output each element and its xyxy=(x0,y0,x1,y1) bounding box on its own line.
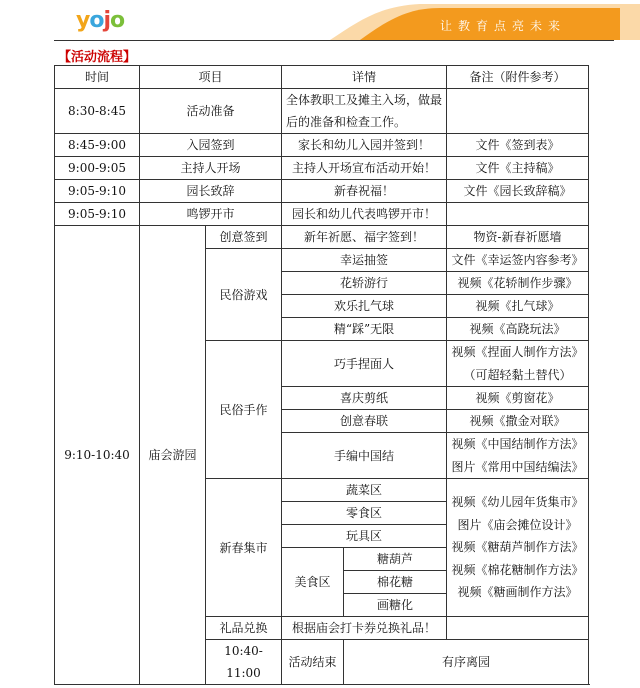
item-cell: 主持人开场 xyxy=(140,157,282,180)
fair-time-cell: 9:10-10:40 xyxy=(55,226,140,685)
checkin-name: 创意签到 xyxy=(206,226,282,249)
detail-cell: 主持人开场宣布活动开始！ xyxy=(282,157,447,180)
yojo-logo: yojo xyxy=(76,8,125,33)
fair-item-cell: 庙会游园 xyxy=(140,226,206,685)
header-row xyxy=(55,66,589,89)
table-row xyxy=(55,226,589,249)
note-line: 视频《糖葫芦制作方法》 xyxy=(451,540,584,555)
item-cell: 园长致辞 xyxy=(140,180,282,203)
market-zone: 零食区 xyxy=(282,502,447,525)
note-line: 视频《幼儿园年货集市》 xyxy=(451,495,584,510)
note-line: 视频《糖画制作方法》 xyxy=(457,585,578,600)
note-line: 视频《捏面人制作方法》 xyxy=(451,345,584,359)
note-cell: 视频《扎气球》 xyxy=(447,295,589,318)
note-cell: 视频《花轿制作步骤》 xyxy=(447,272,589,295)
note-line: 视频《棉花糖制作方法》 xyxy=(451,562,584,577)
food-item: 棉花糖 xyxy=(344,571,447,594)
closing-item: 活动结束 xyxy=(282,640,344,685)
note-cell: 文件《签到表》 xyxy=(447,134,589,157)
note-cell xyxy=(447,203,589,226)
folk-crafts-name: 民俗手作 xyxy=(206,341,282,479)
note-line: 视频《中国结制作方法》 xyxy=(451,437,584,451)
prize-name: 礼品兑换 xyxy=(206,617,282,640)
header-item: 项目 xyxy=(140,66,282,89)
table-row xyxy=(55,203,589,226)
header-rule xyxy=(54,40,614,41)
note-line: 图片《庙会摊位设计》 xyxy=(457,517,578,532)
market-notes xyxy=(447,479,589,617)
market-zone: 玩具区 xyxy=(282,525,447,548)
detail-cell: 创意春联 xyxy=(282,410,447,433)
note-line: （可超轻黏土替代） xyxy=(463,367,572,382)
checkin-detail: 新年祈愿、福字签到！ xyxy=(282,226,447,249)
detail-cell: 巧手捏面人 xyxy=(282,341,447,387)
detail-cell: 欢乐扎气球 xyxy=(282,295,447,318)
prize-note xyxy=(447,617,589,640)
note-cell xyxy=(447,89,589,134)
prize-detail: 根据庙会打卡券兑换礼品！ xyxy=(282,617,447,640)
time-cell: 9:05-9:10 xyxy=(55,180,140,203)
food-item: 糖葫芦 xyxy=(344,548,447,571)
folk-games-name: 民俗游戏 xyxy=(206,249,282,341)
detail-cell: 精“踩”无限 xyxy=(282,318,447,341)
section-title: 【活动流程】 xyxy=(58,50,137,65)
note-cell: 视频《撒金对联》 xyxy=(447,410,589,433)
note-cell: 视频《剪窗花》 xyxy=(447,387,589,410)
time-cell: 8:30-8:45 xyxy=(55,89,140,134)
market-zone: 蔬菜区 xyxy=(282,479,447,502)
item-cell: 活动准备 xyxy=(140,89,282,134)
note-cell: 文件《园长致辞稿》 xyxy=(447,180,589,203)
checkin-note: 物资-新春祈愿墙 xyxy=(447,226,589,249)
header-time: 时间 xyxy=(55,66,140,89)
closing-time: 10:40-11:00 xyxy=(206,640,282,685)
header-note: 备注（附件参考） xyxy=(447,66,589,89)
closing-detail: 有序离园 xyxy=(344,640,589,685)
detail-cell: 手编中国结 xyxy=(282,433,447,479)
detail-cell: 园长和幼儿代表鸣锣开市！ xyxy=(282,203,447,226)
note-cell: 文件《主持稿》 xyxy=(447,157,589,180)
item-cell: 鸣锣开市 xyxy=(140,203,282,226)
table-row xyxy=(55,89,589,134)
item-cell: 入园签到 xyxy=(140,134,282,157)
table-row xyxy=(55,134,589,157)
time-cell: 8:45-9:00 xyxy=(55,134,140,157)
time-cell: 9:00-9:05 xyxy=(55,157,140,180)
header-detail: 详情 xyxy=(282,66,447,89)
schedule-table xyxy=(54,65,589,685)
food-item: 画糖化 xyxy=(344,594,447,617)
time-cell: 9:05-9:10 xyxy=(55,203,140,226)
detail-cell: 新春祝福！ xyxy=(282,180,447,203)
note-cell: 视频《高跷玩法》 xyxy=(447,318,589,341)
detail-cell: 花轿游行 xyxy=(282,272,447,295)
table-row xyxy=(55,157,589,180)
table-row xyxy=(55,180,589,203)
detail-cell: 全体教职工及摊主入场，做最后的准备和检查工作。 xyxy=(282,89,447,134)
detail-cell: 幸运抽签 xyxy=(282,249,447,272)
note-cell xyxy=(447,433,589,479)
food-zone-name: 美食区 xyxy=(282,548,344,617)
note-line: 图片《常用中国结编法》 xyxy=(451,459,584,474)
market-name: 新春集市 xyxy=(206,479,282,617)
note-cell xyxy=(447,341,589,387)
detail-cell: 喜庆剪纸 xyxy=(282,387,447,410)
detail-cell: 家长和幼儿入园并签到！ xyxy=(282,134,447,157)
header xyxy=(0,0,640,44)
slogan: 让教育点亮未来 xyxy=(440,19,567,33)
note-cell: 文件《幸运签内容参考》 xyxy=(447,249,589,272)
